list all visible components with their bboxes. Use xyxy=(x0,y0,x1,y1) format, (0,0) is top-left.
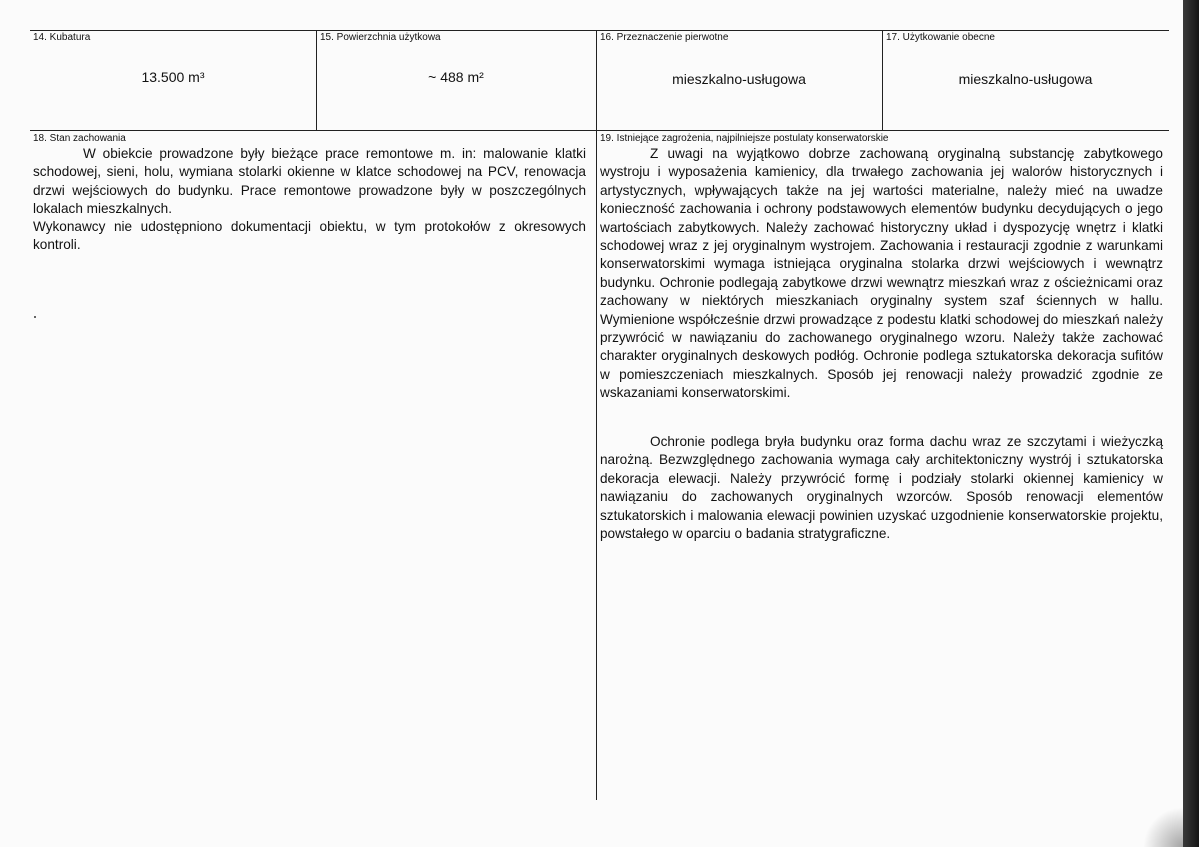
field-14-label: 14. Kubatura xyxy=(33,32,91,43)
scanner-edge xyxy=(1183,0,1199,847)
page-corner-shadow xyxy=(1143,807,1183,847)
section-19-paragraph-1: Z uwagi na wyjątkowo dobrze zachowaną oryginalną substancję zabytkowego wystroju i wyposażenia kamienicy, dla trwałego zachowania jej walorów historycznych i artystycznych, wpływających także na jej wartości materialne, należy mieć na uwadze konieczność zachowania i ochrony podstawowych elementów budynku decydujących o jego wartościach zabytkowych. Należy zachować historyczny układ i dyspozycję wnętrz i klatki schodowej wraz z jej oryginalnym wystrojem. Zachowania i restauracji zgodnie z warunkami konserwatorskimi wymaga istniejąca oryginalna stolarka drzwi wejściowych i wewnątrz budynku. Ochronie podlegają zabytkowe drzwi wewnątrz mieszkań wraz z ościeżnicami oraz zachowany w niektórych mieszkaniach oryginalny system szaf ściennych w hallu. Wymienione współcześnie drzwi prowadzące z podestu klatki schodowej do mieszkań należy przywrócić w nawiązaniu do zachowanego oryginalnego wzoru. Należy także zachować charakter oryginalnych deskowych podłóg. Ochronie podlega sztukatorska dekoracja sufitów w pomieszczeniach mieszkalnych. Sposób jej renowacji należy prowadzić zgodnie ze wskazaniami konserwatorskimi. xyxy=(600,146,1163,401)
field-14-value: 13.500 m³ xyxy=(141,69,205,85)
section-19-paragraph-2: Ochronie podlega bryła budynku oraz forma dachu wraz ze szczytami i wieżyczką narożną. Bezwzględnego zachowania wymaga cały architektoniczny wystrój i sztukatorska dekoracja elewacji. Należy przywrócić formę i podziały stolarki okiennej kamienicy w nawiązaniu do zachowanych oryginalnych wzorców. Sposób renowacji elementów sztukatorskich i malowania elewacji powinien uzyskać uzgodnienie konserwatorskie projektu, powstałego w oparciu o badania stratygraficzne. xyxy=(600,434,1163,542)
field-15-label: 15. Powierzchnia użytkowa xyxy=(320,32,441,43)
section-19-label: 19. Istniejące zagrożenia, najpilniejsze postulaty konserwatorskie xyxy=(600,133,889,144)
field-17-label: 17. Użytkowanie obecne xyxy=(886,32,995,43)
scan-speck xyxy=(34,316,36,318)
table-top-border xyxy=(30,30,1169,31)
section-18-label: 18. Stan zachowania xyxy=(33,133,126,144)
header-row-bottom-border xyxy=(30,130,1169,131)
column-divider-2 xyxy=(596,30,597,800)
field-16-value: mieszkalno-usługowa xyxy=(672,71,806,87)
field-17-value: mieszkalno-usługowa xyxy=(958,71,1093,87)
field-16-label: 16. Przeznaczenie pierwotne xyxy=(600,32,729,43)
section-18-paragraph-2: Wykonawcy nie udostępniono dokumentacji obiektu, w tym protokołów z okresowych kontroli. xyxy=(33,219,586,253)
section-18-paragraph-1: W obiekcie prowadzone były bieżące prace remontowe m. in: malowanie klatki schodowej, sieni, holu, wymiana stolarki okienne w klatce schodowej na PCV, renowacja drzwi wejściowych do budynku. Prace remontowe prowadzone były w poszczególnych lokalach mieszkalnych. xyxy=(33,146,586,217)
field-15-value: ~ 488 m² xyxy=(428,69,484,85)
